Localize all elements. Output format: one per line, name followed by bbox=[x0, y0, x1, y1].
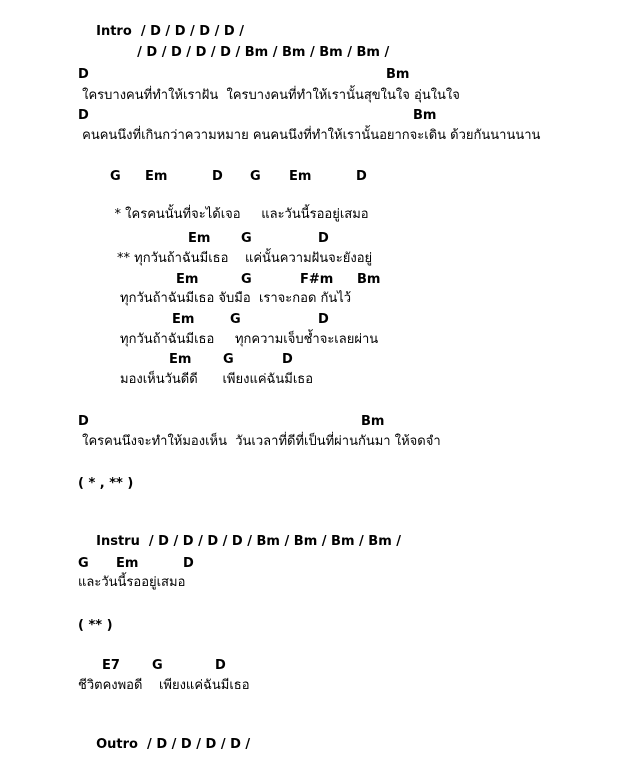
chord: G bbox=[152, 658, 163, 673]
chorus-lyric-3: ทุกวันถ้าฉันมีเธอ ทุกความเจ็บช้ำจะเลยผ่าน bbox=[120, 332, 379, 347]
verse1-chords-1 bbox=[0, 66, 620, 84]
verse1-chords-2 bbox=[0, 107, 620, 125]
chorus-lyric-2: ทุกวันถ้าฉันมีเธอ จับมือ เราจะกอด กันไว้ bbox=[120, 291, 352, 306]
chord: D bbox=[78, 108, 89, 123]
chord: D bbox=[78, 67, 89, 82]
chord: Em bbox=[188, 231, 211, 246]
outro-line bbox=[78, 718, 251, 752]
outro-chords: / D / D / D / D / bbox=[147, 737, 251, 752]
chord: Em bbox=[116, 556, 139, 571]
chord: D bbox=[183, 556, 194, 571]
instru-line bbox=[78, 515, 402, 549]
verse1-lyric-1: ใครบางคนที่ทำให้เราฝัน ใครบางคนที่ทำให้เรานั้นสุขในใจ อุ่นในใจ bbox=[78, 88, 460, 103]
outro-label: Outro bbox=[96, 737, 138, 752]
chord: G bbox=[110, 169, 121, 184]
prechorus-text: ใครคนนั้นที่จะได้เจอ และวันนี้รออยู่เสมอ bbox=[125, 207, 369, 222]
chord: D bbox=[356, 169, 367, 184]
prechorus-lyric bbox=[98, 188, 369, 222]
chord: D bbox=[215, 658, 226, 673]
chorus-chords-2 bbox=[0, 271, 620, 289]
bridge-lyric: และวันนี้รออยู่เสมอ bbox=[78, 575, 186, 590]
section-marker: * bbox=[114, 207, 122, 222]
repeat-marker-2: ( ** ) bbox=[78, 618, 113, 633]
ending-chords bbox=[0, 657, 620, 675]
intro-line-2 bbox=[119, 26, 390, 60]
chorus-chords-3 bbox=[0, 311, 620, 329]
chord: D bbox=[282, 352, 293, 367]
prechorus-chords bbox=[0, 168, 620, 186]
chord: G bbox=[230, 312, 241, 327]
chord: Bm bbox=[357, 272, 381, 287]
chorus-lyric-4: มองเห็นวันดีดี เพียงแค่ฉันมีเธอ bbox=[120, 372, 314, 387]
intro-chords-2: / D / D / D / D / Bm / Bm / Bm / Bm / bbox=[137, 45, 390, 60]
ending-lyric: ชีวิตคงพอดี เพียงแค่ฉันมีเธอ bbox=[78, 678, 250, 693]
chord: G bbox=[241, 231, 252, 246]
chord: D bbox=[78, 414, 89, 429]
chord: Em bbox=[172, 312, 195, 327]
chorus-chords-4 bbox=[0, 351, 620, 369]
chord: Bm bbox=[386, 67, 410, 82]
chord: Bm bbox=[413, 108, 437, 123]
chorus-chords-1 bbox=[0, 230, 620, 248]
chord: G bbox=[250, 169, 261, 184]
repeat-marker-1: ( * , ** ) bbox=[78, 476, 134, 491]
instru-chords: / D / D / D / D / Bm / Bm / Bm / Bm / bbox=[148, 534, 402, 549]
chord: D bbox=[318, 231, 329, 246]
chord: E7 bbox=[102, 658, 120, 673]
chorus-lyric-1: ** ทุกวันถ้าฉันมีเธอ แค่นั้นความฝันจะยังอยู่ bbox=[117, 251, 373, 266]
chord: D bbox=[318, 312, 329, 327]
chord: G bbox=[78, 556, 89, 571]
verse1-lyric-2: คนคนนึงที่เกินกว่าความหมาย คนคนนึงที่ทำให้เรานั้นอยากจะเดิน ด้วยกันนานนาน bbox=[78, 128, 541, 143]
chord: Em bbox=[169, 352, 192, 367]
chord: Em bbox=[145, 169, 168, 184]
bridge-chords bbox=[0, 555, 620, 573]
intro-line-1 bbox=[78, 5, 244, 39]
chord: Em bbox=[176, 272, 199, 287]
chord: F#m bbox=[300, 272, 334, 287]
verse2-chords bbox=[0, 413, 620, 431]
instru-label: Instru bbox=[96, 534, 140, 549]
chord: D bbox=[212, 169, 223, 184]
chord: Bm bbox=[361, 414, 385, 429]
chord: G bbox=[241, 272, 252, 287]
verse2-lyric: ใครคนนึงจะทำให้มองเห็น วันเวลาที่ดีที่เป็นที่ผ่านกันมา ให้จดจำ bbox=[78, 434, 441, 449]
chord: G bbox=[223, 352, 234, 367]
chord: Em bbox=[289, 169, 312, 184]
intro-chords-1: / D / D / D / D / bbox=[140, 24, 244, 39]
intro-label: Intro bbox=[96, 24, 132, 39]
